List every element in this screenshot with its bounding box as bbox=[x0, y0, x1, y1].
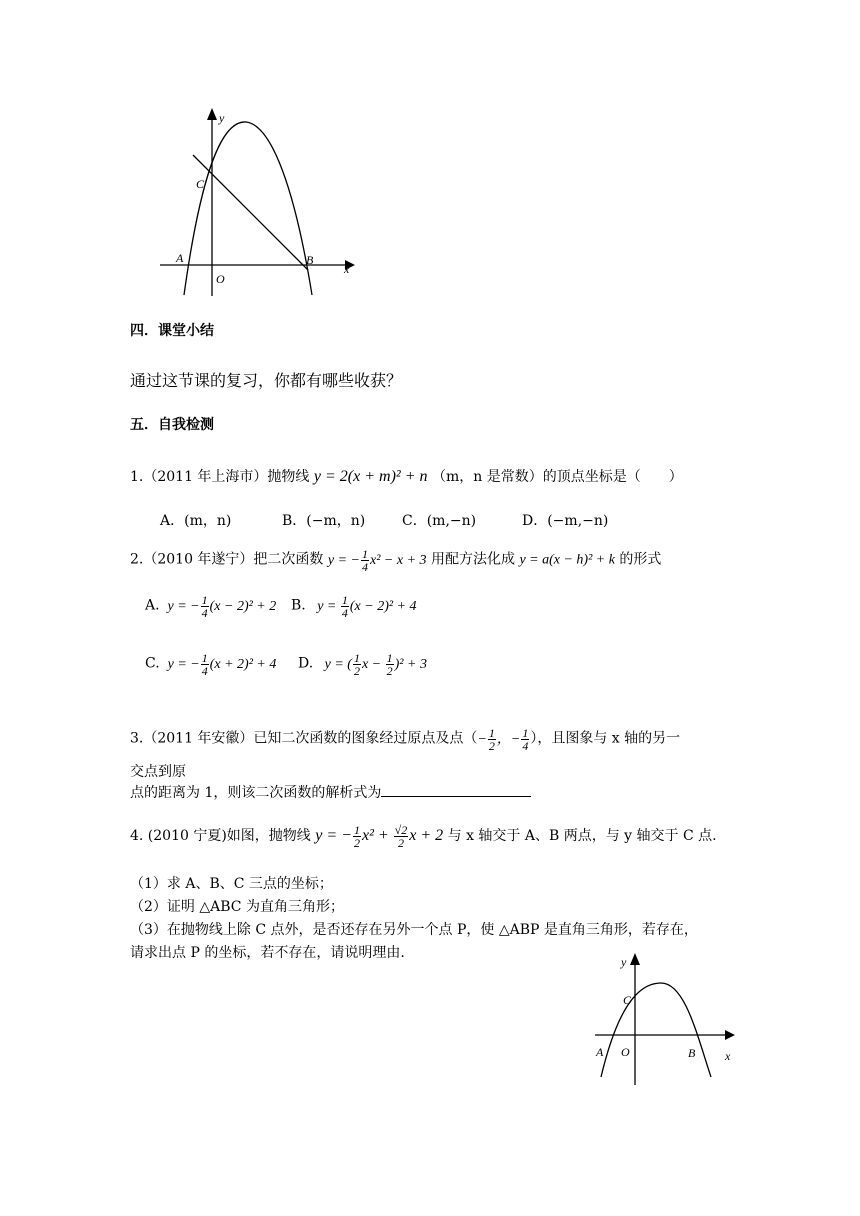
parabola-graph-1 bbox=[150, 100, 370, 310]
label-c: C bbox=[196, 177, 205, 191]
parabola-curve bbox=[184, 122, 312, 295]
q2-suffix: 的形式 bbox=[619, 551, 662, 568]
q2-option-c-label: C. bbox=[145, 655, 160, 672]
q2-option-d: D. y = ( $\frac{1}{2}$ x − $\frac{1}{2}$ )² + 3 bbox=[298, 651, 427, 678]
question-4 bbox=[130, 824, 717, 849]
q4-function: y = − $\frac{1}{2}$ x² + $\frac{√2}{2}$ x + 2 bbox=[315, 823, 444, 850]
label-c: C bbox=[623, 993, 632, 1007]
q2-option-a-label: A. bbox=[145, 597, 160, 614]
q4-part-1: （1）求 A、B、C 三点的坐标； bbox=[130, 876, 333, 892]
label-y: y bbox=[219, 111, 225, 125]
label-a: A bbox=[596, 1045, 604, 1059]
question-1 bbox=[130, 466, 683, 486]
q1-option-a: A．(m，n) bbox=[160, 513, 232, 529]
q2-function: y = − $\frac{1}{4}$ x² − x + 3 bbox=[327, 547, 427, 574]
q1-suffix: （m，n 是常数）的顶点坐标是（ ） bbox=[431, 469, 683, 485]
q2-option-d-label: D. bbox=[298, 655, 314, 672]
label-y: y bbox=[621, 955, 627, 969]
q1-option-d: D．(−m,−n) bbox=[522, 513, 609, 529]
q2-option-b: B. y = $\frac{1}{4}$ (x − 2)² + 4 bbox=[291, 593, 417, 620]
q2-option-c: C. y = − $\frac{1}{4}$ (x + 2)² + 4 bbox=[145, 651, 277, 678]
x-axis-arrow bbox=[725, 1030, 735, 1040]
q4-part-3-cont: 请求出点 P 的坐标，若不存在，请说明理由. bbox=[130, 945, 405, 961]
q2-option-a: A. y = − $\frac{1}{4}$ (x − 2)² + 2 bbox=[145, 593, 277, 620]
label-b: B bbox=[306, 253, 314, 267]
q1-prefix: 1.（2011 年上海市）抛物线 bbox=[130, 469, 310, 485]
q4-line1a: 4. (2010 宁夏)如图，抛物线 bbox=[130, 828, 311, 845]
line-bc bbox=[193, 155, 308, 270]
section-4-text: 通过这节课的复习，你都有哪些收获？ bbox=[130, 371, 403, 390]
q3-line1a: 3.（2011 年安徽）已知二次函数的图象经过原点及点（ bbox=[130, 730, 478, 747]
answer-blank[interactable] bbox=[381, 784, 531, 797]
label-x: x bbox=[344, 262, 350, 276]
label-b: B bbox=[688, 1046, 696, 1060]
q2-prefix: 2.（2010 年遂宁）把二次函数 bbox=[130, 551, 324, 568]
question-2 bbox=[130, 548, 661, 573]
section-5-title: 五．自我检测 bbox=[130, 417, 214, 433]
parabola-graph-2 bbox=[585, 945, 750, 1090]
label-a: A bbox=[176, 251, 184, 265]
q4-part-3: （3）在抛物线上除 C 点外，是否还存在另外一个点 P，使 △ABP 是直角三角形，若存在， bbox=[130, 922, 698, 938]
question-3: 3.（2011 年安徽）已知二次函数的图象经过原点及点（− $\frac{1}{2}$ ，− $\frac{1}{4}$ ），且图象与 x 轴的另一 bbox=[130, 726, 681, 753]
label-o: O bbox=[621, 1045, 630, 1059]
q2-form: y = a(x − h)² + k bbox=[519, 552, 615, 568]
q4-part-2: （2）证明 △ABC 为直角三角形； bbox=[130, 899, 344, 915]
y-axis-arrow bbox=[207, 108, 217, 120]
q3-line3-text: 点的距离为 1，则该二次函数的解析式为 bbox=[130, 785, 382, 801]
q3-line1b: ），且图象与 x 轴的另一 bbox=[530, 730, 681, 747]
q3-line2: 交点到原 bbox=[130, 764, 186, 780]
q1-formula: y = 2(x + m)² + n bbox=[313, 468, 428, 485]
label-x: x bbox=[725, 1049, 731, 1063]
q2-option-b-label: B. bbox=[291, 597, 306, 614]
label-o: O bbox=[216, 272, 225, 286]
q2-mid: 用配方法化成 bbox=[430, 551, 515, 568]
parabola-curve bbox=[601, 983, 711, 1077]
q1-option-b: B．(−m，n) bbox=[282, 513, 366, 529]
section-4-title: 四．课堂小结 bbox=[130, 323, 214, 339]
q4-line1b: 与 x 轴交于 A、B 两点，与 y 轴交于 C 点. bbox=[447, 828, 717, 845]
q1-option-c: C．(m,−n) bbox=[402, 513, 477, 529]
y-axis-arrow bbox=[630, 953, 640, 965]
q3-line3 bbox=[130, 782, 531, 802]
